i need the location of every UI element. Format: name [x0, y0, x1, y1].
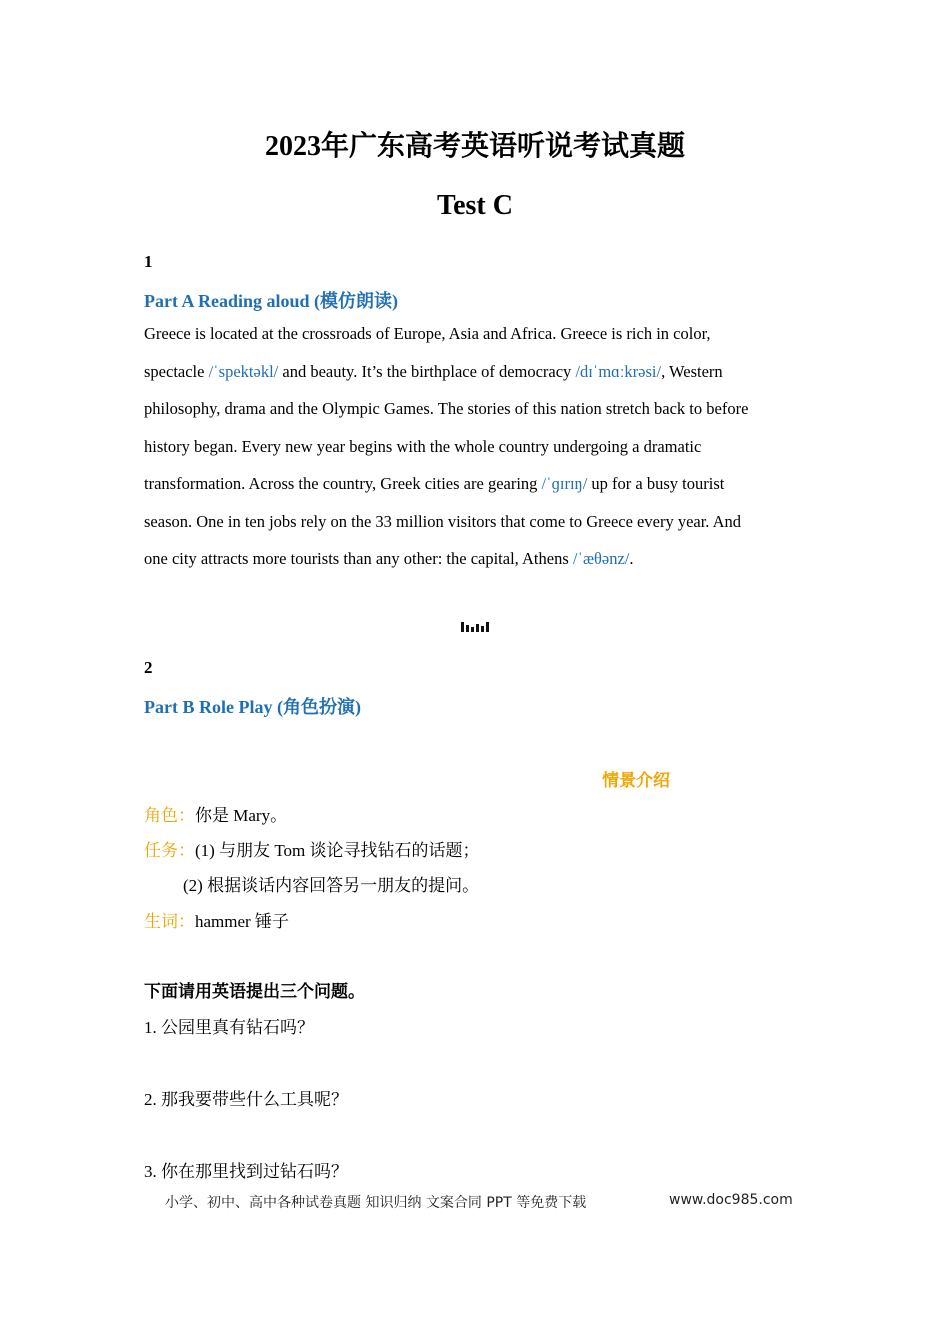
phonetic-transcription: /ˈɡɪrɪŋ/ [541, 474, 588, 493]
scenario-title: 情景介绍 [602, 771, 670, 791]
passage-line: transformation. Across the country, Greek cities are gearing /ˈɡɪrɪŋ/ up for a busy tourist [144, 474, 725, 493]
footer-url[interactable]: www.doc985.com [669, 1192, 793, 1208]
passage-line: Greece is located at the crossroads of Europe, Asia and Africa. Greece is rich in color, [144, 324, 711, 343]
page-title: 2023年广东高考英语听说考试真题 [264, 131, 685, 162]
phonetic-transcription: /ˈspektəkl/ [208, 361, 279, 381]
role-label: 角色： [144, 806, 195, 826]
passage-line: spectacle /ˈspektəkl/ and beauty. It’s the birthplace of democracy /dɪˈmɑːkrəsi/, Western [144, 361, 723, 381]
phonetic-transcription: /ˈæθənz/ [572, 549, 630, 568]
question-item: 1. 公园里真有钻石吗？ [144, 1018, 314, 1037]
section-heading: Part B Role Play (角色扮演) [144, 697, 361, 717]
section-number: 1 [144, 252, 153, 271]
vocab-line [144, 907, 289, 932]
audio-wave-icon [460, 620, 490, 632]
footer-ad-text: 小学、初中、高中各种试卷真题 知识归纳 文案合同 PPT 等免费下载 [165, 1195, 587, 1211]
passage-line: one city attracts more tourists than any other: the capital, Athens /ˈæθənz/. [144, 549, 634, 568]
passage-line: philosophy, drama and the Olympic Games. The stories of this nation stretch back to before [144, 399, 749, 418]
reading-passage [144, 315, 804, 578]
passage-line: history began. Every new year begins with the whole country undergoing a dramatic [144, 436, 702, 456]
task-line [144, 836, 480, 861]
section-heading: Part A Reading aloud (模仿朗读) [144, 291, 399, 311]
role-line [144, 801, 287, 826]
passage-line: season. One in ten jobs rely on the 33 million visitors that come to Greece every year. And [144, 511, 742, 531]
role-text: 你是 Mary。 [195, 806, 288, 825]
section-number: 2 [144, 658, 153, 677]
task-item-1: (1) 与朋友 Tom 谈论寻找钻石的话题； [195, 841, 480, 860]
vocab-text: hammer 锤子 [195, 912, 289, 931]
question-item: 2. 那我要带些什么工具呢？ [144, 1090, 348, 1109]
task-item-2: (2) 根据谈话内容回答另一朋友的提问。 [183, 876, 480, 895]
questions-instruction: 下面请用英语提出三个问题。 [144, 982, 365, 1002]
question-item: 3. 你在那里找到过钻石吗？ [144, 1162, 348, 1181]
vocab-label: 生词： [144, 912, 195, 932]
task-label: 任务： [144, 841, 195, 861]
page-subtitle: Test C [437, 190, 513, 221]
phonetic-transcription: /dɪˈmɑːkrəsi/ [575, 361, 662, 381]
